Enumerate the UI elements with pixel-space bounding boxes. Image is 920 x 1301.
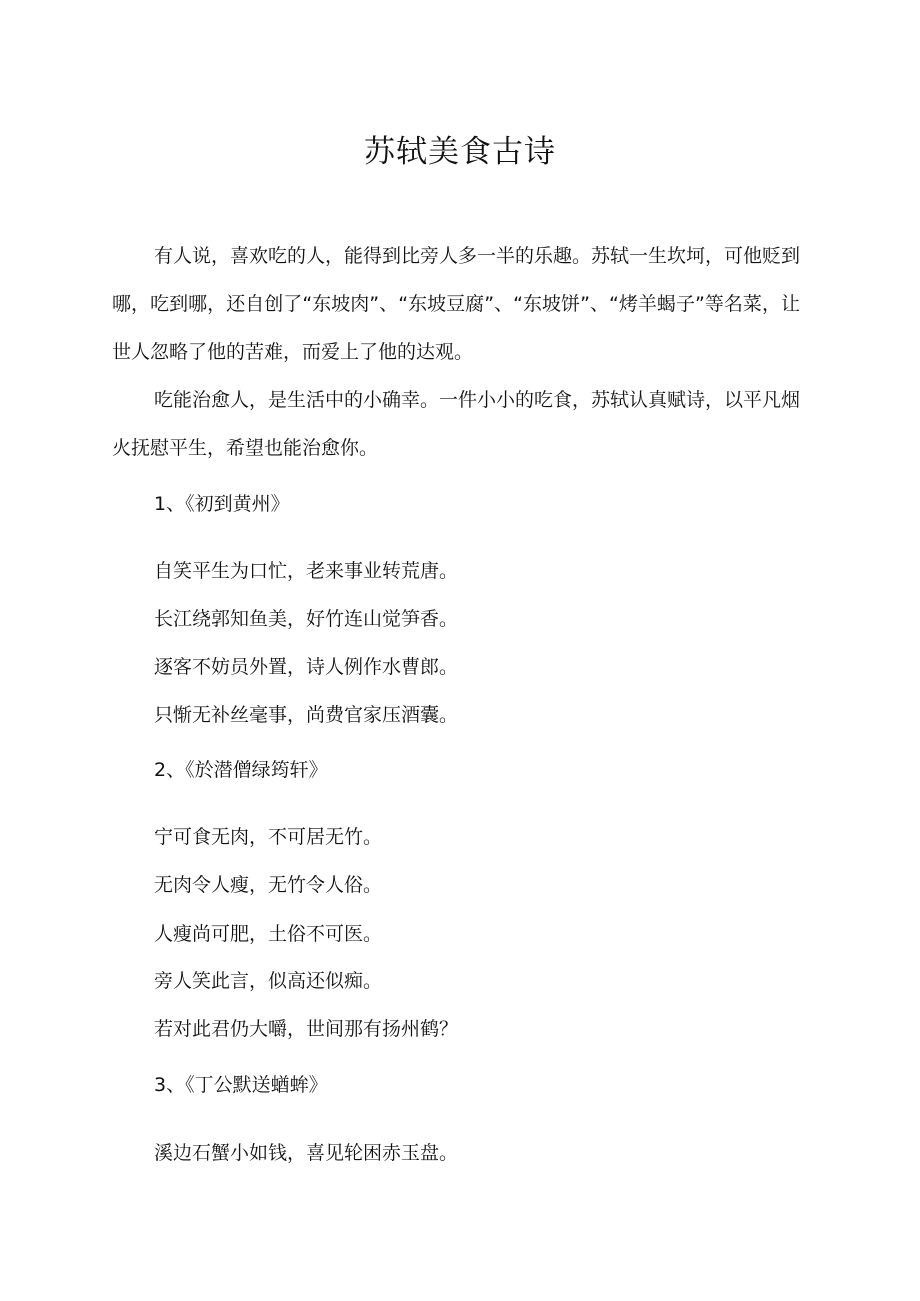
intro-paragraph-1: 有人说，喜欢吃的人，能得到比旁人多一半的乐趣。苏轼一生坎坷，可他贬到哪，吃到哪，还自创了“东坡肉”、“东坡豆腐”、“东坡饼”、“烤羊蝎子”等名菜，让世人忽略了他的苦难，而爱上了他的达观。 xyxy=(112,245,801,363)
poem-3-line-1: 溪边石蟹小如钱，喜见轮困赤玉盘。 xyxy=(154,1142,459,1164)
poem-2-heading: 2、《於潜僧绿筠轩》 xyxy=(154,759,328,781)
poem-1-heading: 1、《初到黄州》 xyxy=(154,493,290,515)
poem-1-line-2: 长江绕郭知鱼美，好竹连山觉笋香。 xyxy=(154,608,459,630)
poem-2-line-4: 旁人笑此言，似高还似痴。 xyxy=(154,970,383,992)
poem-1-line-1: 自笑平生为口忙，老来事业转荒唐。 xyxy=(154,560,459,582)
intro-paragraph-2: 吃能治愈人，是生活中的小确幸。一件小小的吃食，苏轼认真赋诗，以平凡烟火抚慰平生，希望也能治愈你。 xyxy=(112,389,801,459)
poem-3-heading: 3、《丁公默送蝤蛑》 xyxy=(154,1074,328,1096)
poem-2-line-2: 无肉令人瘦，无竹令人俗。 xyxy=(154,874,383,896)
poem-2-line-5: 若对此君仍大嚼，世间那有扬州鹤？ xyxy=(154,1018,459,1040)
document-title: 苏轼美食古诗 xyxy=(364,134,556,170)
poem-1-line-4: 只惭无补丝毫事，尚费官家压酒囊。 xyxy=(154,704,459,726)
poem-2-line-1: 宁可食无肉，不可居无竹。 xyxy=(154,826,383,848)
poem-1-line-3: 逐客不妨员外置，诗人例作水曹郎。 xyxy=(154,656,459,678)
poem-2-line-3: 人瘦尚可肥，土俗不可医。 xyxy=(154,923,383,945)
